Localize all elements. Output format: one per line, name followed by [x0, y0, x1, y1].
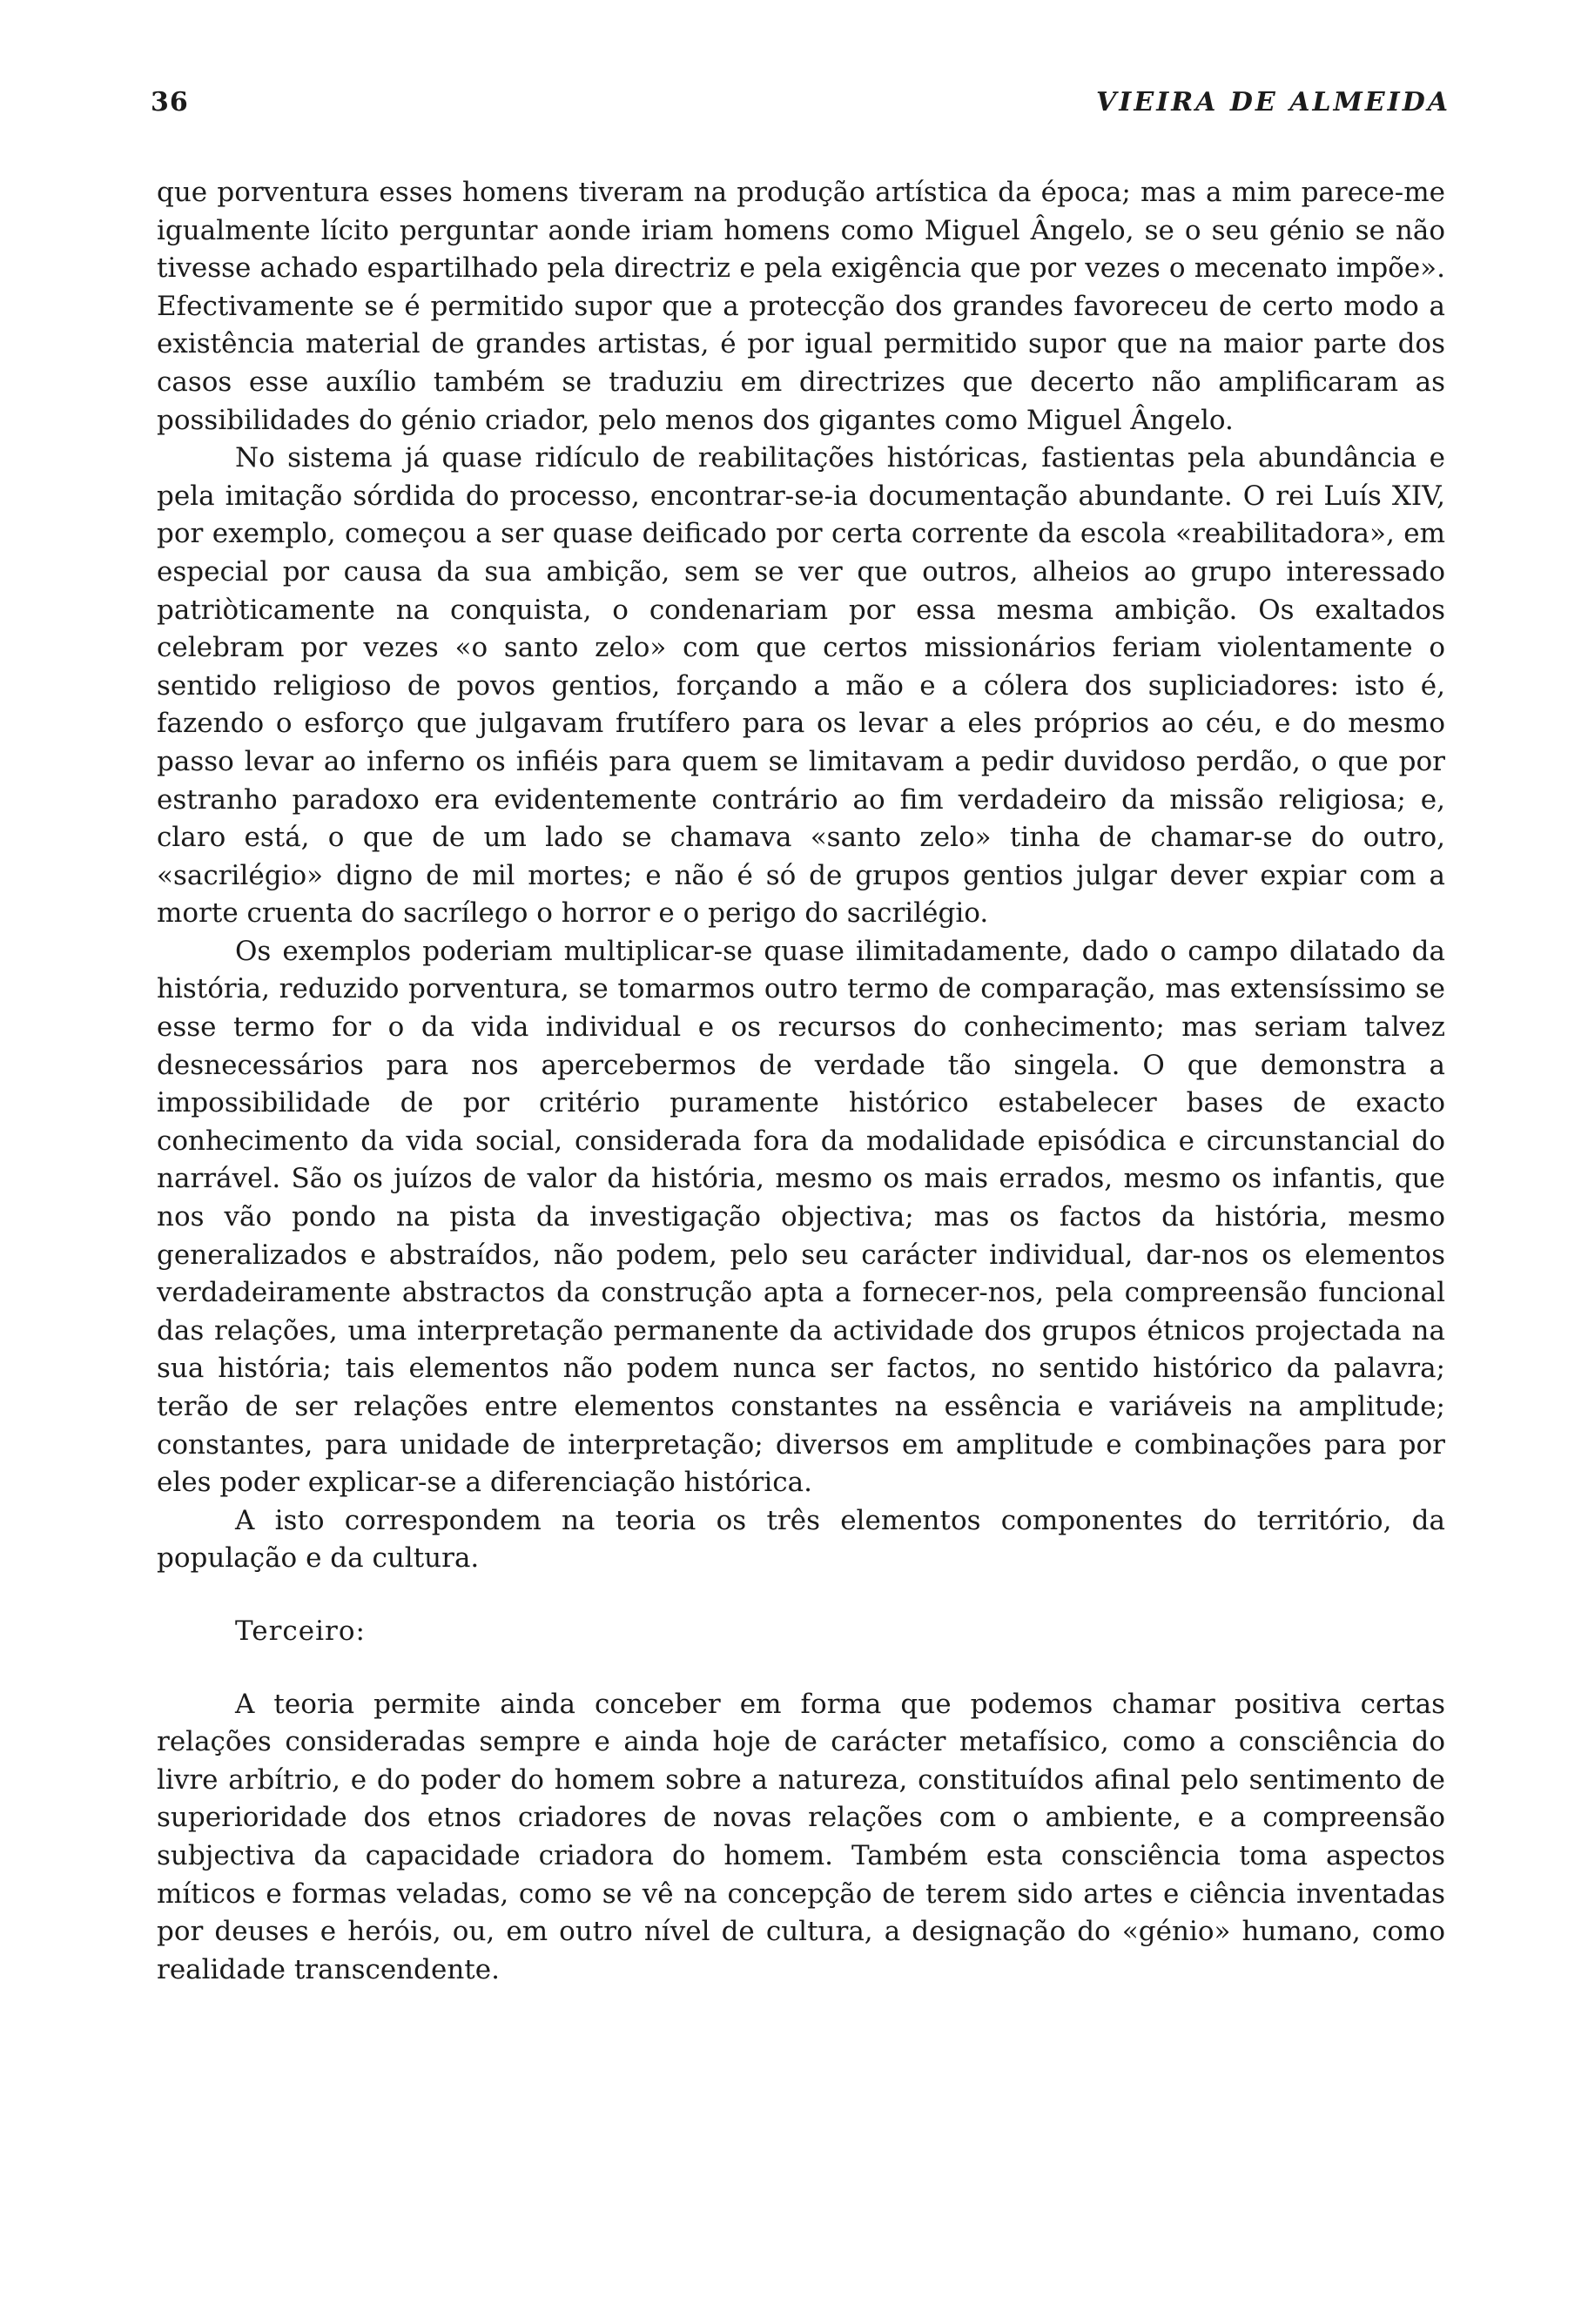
- paragraph-4: A isto correspondem na teoria os três elementos componentes do território, da população e da cultura.: [157, 1504, 1445, 1575]
- section-heading: Terceiro:: [235, 1615, 366, 1647]
- running-head: VIEIRA DE ALMEIDA: [1096, 87, 1450, 118]
- page-number: 36: [151, 87, 189, 118]
- paragraph-3: Os exemplos poderiam multiplicar-se quase ilimitadamente, dado o campo dilatado da história, reduzido porventura, se tomarmos outro termo de comparação, mas extensíssimo se esse termo for o da vida individual e os recursos do conhecimento; mas seriam talvez desnecessários para nos apercebermos de verdade tão singela. O que demonstra a impossibilidade de por critério puramente histórico estabelecer bases de exacto conhecimento da vida social, considerada fora da modalidade episódica e circunstancial do narrável. São os juízos de valor da história, mesmo os mais errados, mesmo os infantis, que nos vão pondo na pista da investigação objectiva; mas os factos da história, mesmo generalizados e abstraídos, não podem, pelo seu carácter individual, dar-nos os elementos verdadeiramente abstractos da construção apta a fornecer-nos, pela compreensão funcional das relações, uma interpretação permanente da actividade dos grupos étnicos projectada na sua história; tais elementos não podem nunca ser factos, no sentido histórico da palavra; terão de ser relações entre elementos constantes na essência e variáveis na amplitude; constantes, para unidade de interpretação; diversos em amplitude e combinações para por eles poder explicar-se a diferenciação histórica.: [157, 935, 1445, 1499]
- paragraph-5: A teoria permite ainda conceber em forma que podemos chamar positiva certas relações consideradas sempre e ainda hoje de carácter metafísico, como a consciência do livre arbítrio, e do poder do homem sobre a natureza, constituídos afinal pelo sentimento de superioridade dos etnos criadores de novas relações com o ambiente, e a compreensão subjectiva da capacidade criadora do homem. Também esta consciência toma aspectos míticos e formas veladas, como se vê na concepção de terem sido artes e ciência inventadas por deuses e heróis, ou, em outro nível de cultura, a designação do «génio» humano, como realidade transcendente.: [157, 1688, 1445, 1985]
- body-text: [157, 174, 1445, 1989]
- paragraph-2: No sistema já quase ridículo de reabilitações históricas, fastientas pela abundância e pela imitação sórdida do processo, encontrar-se-ia documentação abundante. O rei Luís XIV, por exemplo, começou a ser quase deificado por certa corrente da escola «reabilitadora», em especial por causa da sua ambição, sem se ver que outros, alheios ao grupo interessado patriòticamente na conquista, o condenariam por essa mesma ambição. Os exaltados celebram por vezes «o santo zelo» com que certos missionários feriam violentamente o sentido religioso de povos gentios, forçando a mão e a cólera dos supliciadores: isto é, fazendo o esforço que julgavam frutífero para os levar a eles próprios ao céu, e do mesmo passo levar ao inferno os infiéis para quem se limitavam a pedir duvidoso perdão, o que por estranho paradoxo era evidentemente contrário ao fim verdadeiro da missão religiosa; e, claro está, o que de um lado se chamava «santo zelo» tinha de chamar-se do outro, «sacrilégio» digno de mil mortes; e não é só de grupos gentios julgar dever expiar com a morte cruenta do sacrílego o horror e o perigo do sacrilégio.: [157, 442, 1445, 930]
- paragraph-1: que porventura esses homens tiveram na produção artística da época; mas a mim parece-me igualmente lícito perguntar aonde iriam homens como Miguel Ângelo, se o seu génio se não tivesse achado espartilhado pela directriz e pela exigência que por vezes o mecenato impõe». Efectivamente se é permitido supor que a protecção dos grandes favoreceu de certo modo a existência material de grandes artistas, é por igual permitido supor que na maior parte dos casos esse auxílio também se traduziu em directrizes que decerto não amplificaram as possibilidades do génio criador, pelo menos dos gigantes como Miguel Ângelo.: [157, 177, 1445, 436]
